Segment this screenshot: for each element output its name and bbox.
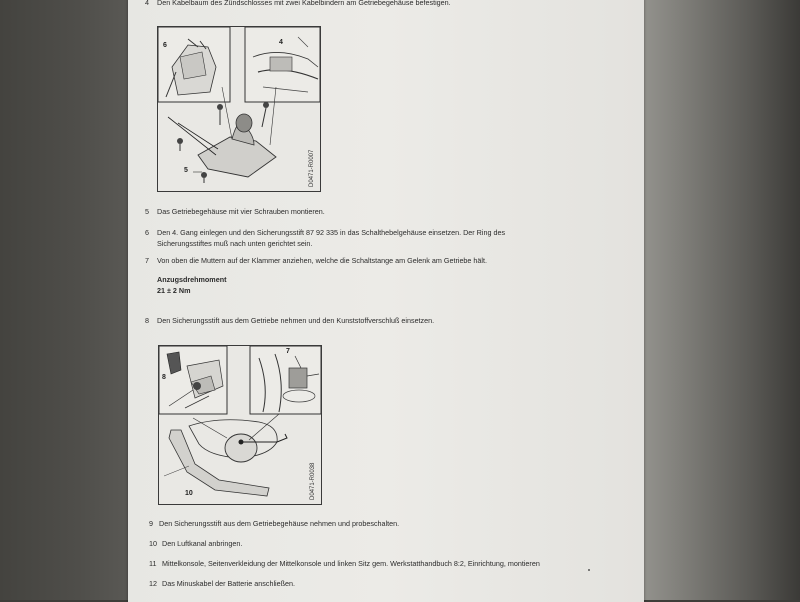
speck <box>588 569 590 571</box>
step-7-text: Von oben die Muttern auf der Klammer anziehen, welche die Schaltstange am Gelenk am Getriebe hält. <box>157 256 488 265</box>
torque-value: 21 ± 2 Nm <box>157 286 191 295</box>
figure-1-code: D0471-R0007 <box>309 149 315 187</box>
figure-2-callout-7: 7 <box>286 348 290 355</box>
step-12-text: Das Minuskabel der Batterie anschließen. <box>162 579 296 588</box>
figure-2-code: D0471-R0038 <box>310 462 316 500</box>
step-9-text: Den Sicherungsstift aus dem Getriebegehäuse nehmen und probeschalten. <box>159 519 400 528</box>
manual-page <box>128 0 644 602</box>
step-8-number: 8 <box>145 316 149 325</box>
torque-heading: Anzugsdrehmoment <box>157 275 227 284</box>
figure-safety-pin-drawing <box>159 346 321 504</box>
step-7-number: 7 <box>145 256 149 265</box>
step-6-number: 6 <box>145 228 149 237</box>
step-4-number: 4 <box>145 0 149 7</box>
figure-shift-housing-drawing <box>158 27 320 191</box>
step-12-number: 12 <box>149 579 157 588</box>
step-5-text: Das Getriebegehäuse mit vier Schrauben montieren. <box>157 207 325 216</box>
step-6-text: Den 4. Gang einlegen und den Sicherungsstift 87 92 335 in das Schalthebelgehäuse einsetzen. Der Ring des Sicherungsstiftes muß nach unten gerichtet sein. <box>157 228 506 248</box>
step-8-text: Den Sicherungsstift aus dem Getriebe nehmen und den Kunststoffverschluß einsetzen. <box>157 316 435 325</box>
figure-1-callout-6: 6 <box>163 42 167 49</box>
step-11-number: 11 <box>149 559 157 568</box>
background-right <box>630 0 800 600</box>
step-4-text: Den Kabelbaum des Zündschlosses mit zwei Kabelbindern am Getriebegehäuse befestigen. <box>157 0 451 7</box>
figure-safety-pin <box>158 345 322 505</box>
step-10-text: Den Luftkanal anbringen. <box>162 539 243 548</box>
figure-1-callout-4: 4 <box>279 39 283 46</box>
figure-1-callout-5: 5 <box>184 167 188 174</box>
step-9-number: 9 <box>149 519 153 528</box>
background-left <box>0 0 130 600</box>
step-10-number: 10 <box>149 539 157 548</box>
step-5-number: 5 <box>145 207 149 216</box>
figure-shift-housing <box>157 26 321 192</box>
figure-2-callout-10: 10 <box>185 490 193 497</box>
step-11-text: Mittelkonsole, Seitenverkleidung der Mittelkonsole und linken Sitz gem. Werkstatthandbuch 8:2, Einrichtung, montieren <box>162 559 540 568</box>
figure-2-callout-8: 8 <box>162 374 166 381</box>
